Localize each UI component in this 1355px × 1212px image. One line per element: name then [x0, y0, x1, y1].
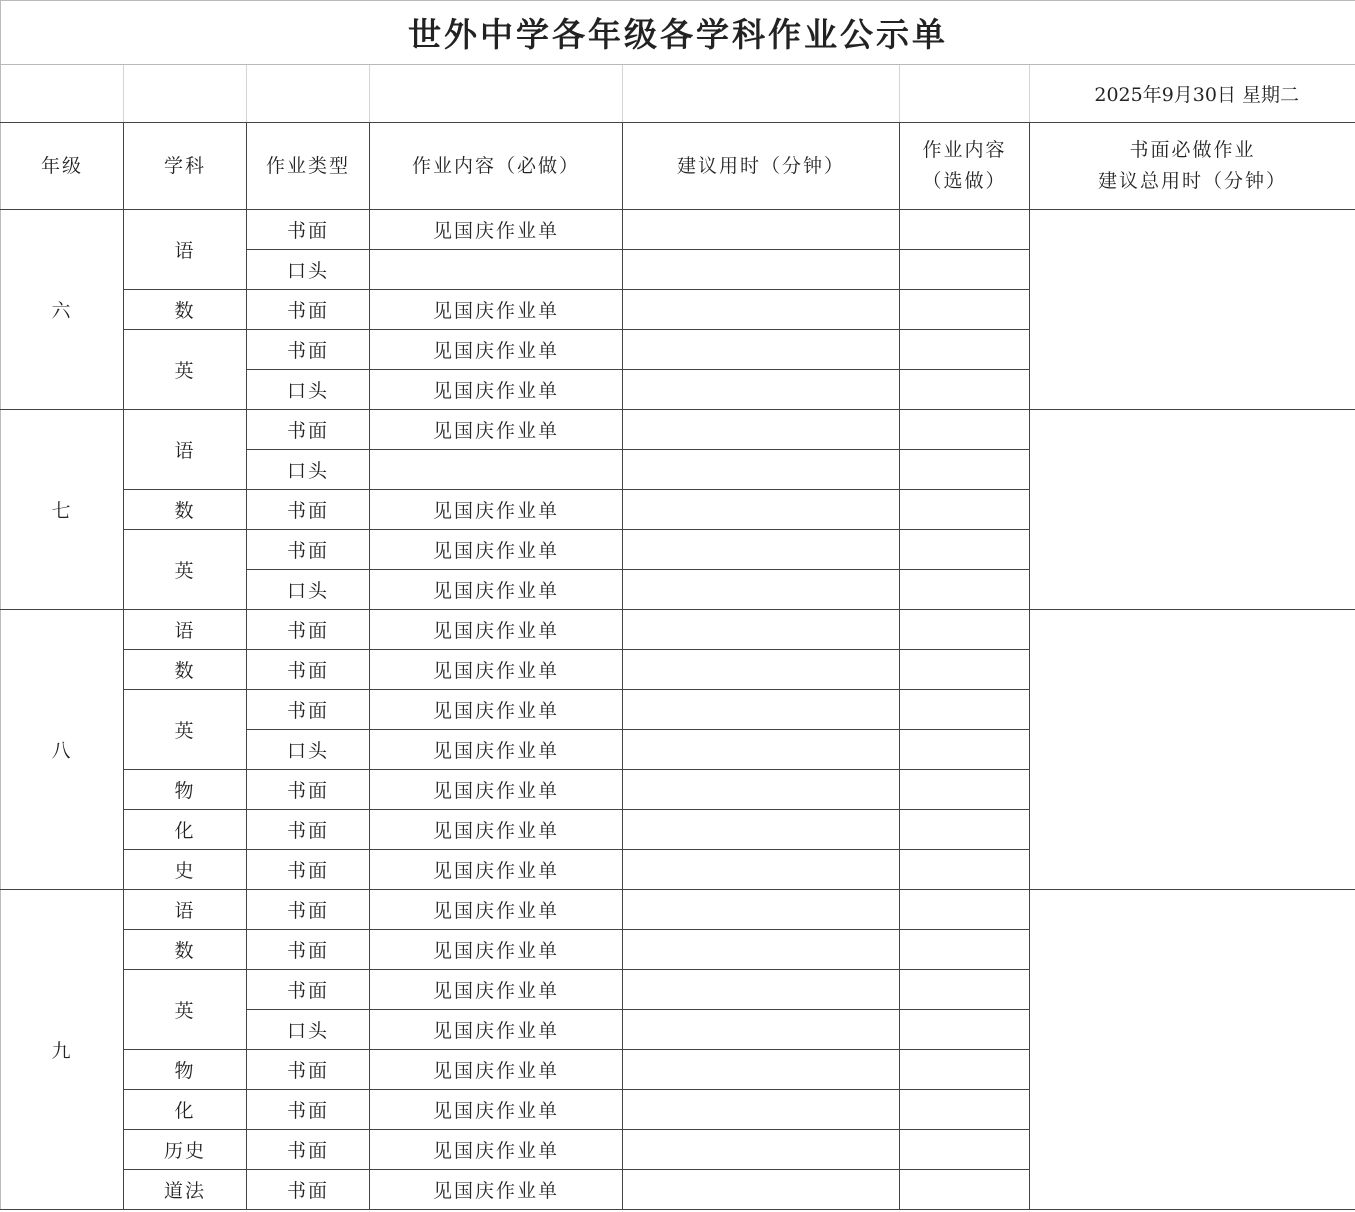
- suggested-time-cell: [623, 450, 900, 490]
- date-label: 2025年9月30日 星期二: [1030, 65, 1355, 123]
- type-cell: 口头: [247, 570, 370, 610]
- content-cell: 见国庆作业单: [370, 730, 623, 770]
- type-cell: 书面: [247, 290, 370, 330]
- content-cell: [370, 450, 623, 490]
- content-cell: 见国庆作业单: [370, 410, 623, 450]
- optional-content-cell: [900, 530, 1030, 570]
- optional-content-cell: [900, 650, 1030, 690]
- subject-cell: 道法: [124, 1170, 247, 1210]
- suggested-time-cell: [623, 330, 900, 370]
- grade-cell: 八: [1, 610, 124, 890]
- type-cell: 书面: [247, 1170, 370, 1210]
- suggested-time-cell: [623, 1170, 900, 1210]
- optional-content-cell: [900, 1170, 1030, 1210]
- optional-content-cell: [900, 570, 1030, 610]
- blank-cell: [370, 65, 623, 123]
- content-cell: 见国庆作业单: [370, 330, 623, 370]
- content-cell: 见国庆作业单: [370, 970, 623, 1010]
- optional-content-cell: [900, 930, 1030, 970]
- type-cell: 书面: [247, 890, 370, 930]
- type-cell: 口头: [247, 370, 370, 410]
- header-suggested-time: 建议用时（分钟）: [623, 123, 900, 210]
- type-cell: 书面: [247, 530, 370, 570]
- content-cell: 见国庆作业单: [370, 650, 623, 690]
- subject-cell: 语: [124, 410, 247, 490]
- blank-cell: [623, 65, 900, 123]
- type-cell: 书面: [247, 610, 370, 650]
- type-cell: 书面: [247, 930, 370, 970]
- type-cell: 书面: [247, 1130, 370, 1170]
- suggested-time-cell: [623, 690, 900, 730]
- table-body: [1, 210, 1355, 1210]
- table-row: [1, 610, 1355, 650]
- optional-content-cell: [900, 490, 1030, 530]
- content-cell: [370, 250, 623, 290]
- type-cell: 书面: [247, 850, 370, 890]
- subject-cell: 语: [124, 610, 247, 650]
- content-cell: 见国庆作业单: [370, 570, 623, 610]
- suggested-time-cell: [623, 1050, 900, 1090]
- subject-cell: 数: [124, 930, 247, 970]
- content-cell: 见国庆作业单: [370, 290, 623, 330]
- total-time-cell: [1030, 210, 1355, 410]
- suggested-time-cell: [623, 570, 900, 610]
- subject-cell: 英: [124, 690, 247, 770]
- type-cell: 书面: [247, 690, 370, 730]
- header-subject: 学科: [124, 123, 247, 210]
- content-cell: 见国庆作业单: [370, 610, 623, 650]
- type-cell: 书面: [247, 330, 370, 370]
- suggested-time-cell: [623, 370, 900, 410]
- subject-cell: 英: [124, 530, 247, 610]
- subject-cell: 物: [124, 1050, 247, 1090]
- suggested-time-cell: [623, 210, 900, 250]
- suggested-time-cell: [623, 1130, 900, 1170]
- subject-cell: 史: [124, 850, 247, 890]
- optional-content-cell: [900, 890, 1030, 930]
- subject-cell: 物: [124, 770, 247, 810]
- optional-content-cell: [900, 1090, 1030, 1130]
- content-cell: 见国庆作业单: [370, 850, 623, 890]
- optional-content-cell: [900, 970, 1030, 1010]
- optional-content-cell: [900, 1050, 1030, 1090]
- grade-cell: 九: [1, 890, 124, 1210]
- suggested-time-cell: [623, 250, 900, 290]
- subject-cell: 英: [124, 970, 247, 1050]
- header-grade: 年级: [1, 123, 124, 210]
- grade-cell: 六: [1, 210, 124, 410]
- type-cell: 口头: [247, 1010, 370, 1050]
- page-title: 世外中学各年级各学科作业公示单: [1, 1, 1355, 65]
- header-content-required: 作业内容（必做）: [370, 123, 623, 210]
- type-cell: 口头: [247, 250, 370, 290]
- suggested-time-cell: [623, 890, 900, 930]
- content-cell: 见国庆作业单: [370, 1130, 623, 1170]
- suggested-time-cell: [623, 650, 900, 690]
- grade-cell: 七: [1, 410, 124, 610]
- optional-content-cell: [900, 370, 1030, 410]
- suggested-time-cell: [623, 530, 900, 570]
- content-cell: 见国庆作业单: [370, 1090, 623, 1130]
- optional-content-cell: [900, 1010, 1030, 1050]
- type-cell: 书面: [247, 1050, 370, 1090]
- total-time-cell: [1030, 410, 1355, 610]
- content-cell: 见国庆作业单: [370, 1010, 623, 1050]
- suggested-time-cell: [623, 290, 900, 330]
- subject-cell: 语: [124, 890, 247, 930]
- suggested-time-cell: [623, 970, 900, 1010]
- blank-cell: [900, 65, 1030, 123]
- optional-content-cell: [900, 810, 1030, 850]
- content-cell: 见国庆作业单: [370, 930, 623, 970]
- table-row: [1, 410, 1355, 450]
- optional-content-cell: [900, 730, 1030, 770]
- suggested-time-cell: [623, 1090, 900, 1130]
- content-cell: 见国庆作业单: [370, 770, 623, 810]
- suggested-time-cell: [623, 930, 900, 970]
- suggested-time-cell: [623, 1010, 900, 1050]
- suggested-time-cell: [623, 770, 900, 810]
- table-row: [1, 210, 1355, 250]
- header-total-time-line2: 建议总用时（分钟）: [1098, 170, 1288, 192]
- subject-cell: 化: [124, 810, 247, 850]
- blank-cell: [1, 65, 124, 123]
- type-cell: 书面: [247, 970, 370, 1010]
- type-cell: 口头: [247, 730, 370, 770]
- blank-cell: [247, 65, 370, 123]
- content-cell: 见国庆作业单: [370, 530, 623, 570]
- optional-content-cell: [900, 1130, 1030, 1170]
- type-cell: 书面: [247, 810, 370, 850]
- content-cell: 见国庆作业单: [370, 1050, 623, 1090]
- optional-content-cell: [900, 210, 1030, 250]
- suggested-time-cell: [623, 490, 900, 530]
- subject-cell: 化: [124, 1090, 247, 1130]
- subject-cell: 英: [124, 330, 247, 410]
- type-cell: 书面: [247, 490, 370, 530]
- suggested-time-cell: [623, 730, 900, 770]
- optional-content-cell: [900, 410, 1030, 450]
- type-cell: 书面: [247, 410, 370, 450]
- optional-content-cell: [900, 770, 1030, 810]
- type-cell: 口头: [247, 450, 370, 490]
- optional-content-cell: [900, 610, 1030, 650]
- suggested-time-cell: [623, 410, 900, 450]
- content-cell: 见国庆作业单: [370, 890, 623, 930]
- blank-cell: [124, 65, 247, 123]
- suggested-time-cell: [623, 610, 900, 650]
- table-row: [1, 890, 1355, 930]
- header-content-optional-line2: （选做）: [922, 170, 1007, 192]
- content-cell: 见国庆作业单: [370, 690, 623, 730]
- content-cell: 见国庆作业单: [370, 210, 623, 250]
- subject-cell: 数: [124, 490, 247, 530]
- subject-cell: 历史: [124, 1130, 247, 1170]
- suggested-time-cell: [623, 810, 900, 850]
- optional-content-cell: [900, 330, 1030, 370]
- content-cell: 见国庆作业单: [370, 370, 623, 410]
- header-type: 作业类型: [247, 123, 370, 210]
- total-time-cell: [1030, 890, 1355, 1210]
- header-content-optional: [900, 123, 1030, 210]
- optional-content-cell: [900, 690, 1030, 730]
- subject-cell: 数: [124, 290, 247, 330]
- type-cell: 书面: [247, 210, 370, 250]
- optional-content-cell: [900, 290, 1030, 330]
- content-cell: 见国庆作业单: [370, 1170, 623, 1210]
- type-cell: 书面: [247, 1090, 370, 1130]
- header-content-optional-line1: 作业内容: [922, 139, 1007, 161]
- optional-content-cell: [900, 450, 1030, 490]
- optional-content-cell: [900, 850, 1030, 890]
- header-total-time-line1: 书面必做作业: [1129, 139, 1256, 161]
- type-cell: 书面: [247, 770, 370, 810]
- total-time-cell: [1030, 610, 1355, 890]
- header-total-time: [1030, 123, 1355, 210]
- optional-content-cell: [900, 250, 1030, 290]
- suggested-time-cell: [623, 850, 900, 890]
- subject-cell: 数: [124, 650, 247, 690]
- type-cell: 书面: [247, 650, 370, 690]
- content-cell: 见国庆作业单: [370, 810, 623, 850]
- subject-cell: 语: [124, 210, 247, 290]
- content-cell: 见国庆作业单: [370, 490, 623, 530]
